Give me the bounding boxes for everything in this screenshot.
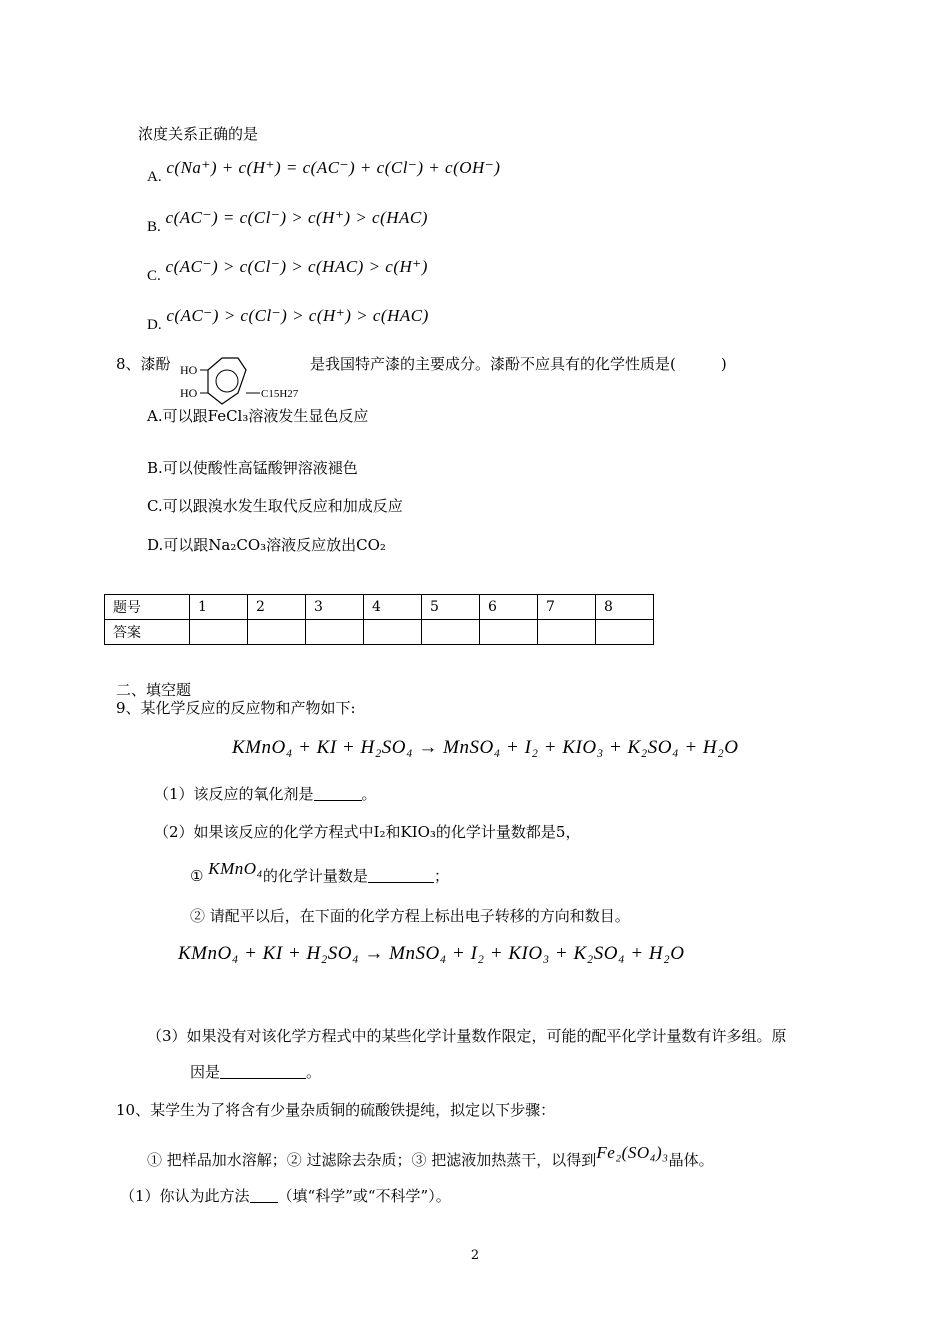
answer-cell[interactable] xyxy=(596,620,654,645)
answer-table xyxy=(104,594,654,645)
answer-cell[interactable] xyxy=(538,620,596,645)
table-cell: 8 xyxy=(596,595,654,620)
table-cell: 4 xyxy=(364,595,422,620)
q9-part3-end: 。 xyxy=(306,1063,322,1081)
table-cell: 5 xyxy=(422,595,480,620)
q10-steps-text: ① 把样品加水溶解；② 过滤除去杂质；③ 把滤液加热蒸干，以得到 xyxy=(147,1151,597,1169)
q8-stem: 是我国特产漆的主要成分。漆酚不应具有的化学性质是( ) xyxy=(310,355,727,373)
answer-cell[interactable] xyxy=(480,620,538,645)
option-label: D. xyxy=(147,317,162,333)
option-equation: c(AC⁻) > c(Cl⁻) > c(H⁺) > c(HAC) xyxy=(166,306,429,325)
q8-option-b: B.可以使酸性高锰酸钾溶液褪色 xyxy=(147,459,358,477)
q9-equation-2: KMnO₄ + KI + H₂SO₄ → MnSO₄ + I₂ + KIO₃ + K₂SO₄ + H₂O xyxy=(178,943,685,964)
fe2so43-formula: Fe₂(SO₄)₃ xyxy=(596,1143,669,1162)
q7-stem-tail: 浓度关系正确的是 xyxy=(138,125,259,143)
q9-part1-text: （1）该反应的氧化剂是 xyxy=(154,785,314,803)
page-number: 2 xyxy=(470,1248,480,1263)
q9-part2-1-text: 的化学计量数是 xyxy=(262,867,368,885)
q9-part3-line2 xyxy=(190,1062,321,1082)
q10-stem: 10、某学生为了将含有少量杂质铜的硫酸铁提纯，拟定以下步骤： xyxy=(116,1101,556,1119)
q10-part1-text: （1）你认为此方法 xyxy=(120,1187,250,1205)
option-label: C. xyxy=(147,268,161,284)
q8-option-d: D.可以跟Na₂CO₃溶液反应放出CO₂ xyxy=(147,536,386,554)
answer-cell[interactable] xyxy=(248,620,306,645)
q9-stem: 9、某化学反应的反应物和产物如下: xyxy=(116,699,356,717)
q7-option-a xyxy=(147,158,501,187)
table-cell: 1 xyxy=(190,595,248,620)
q10-steps xyxy=(147,1143,714,1170)
answer-cell[interactable] xyxy=(422,620,480,645)
option-equation: c(AC⁻) = c(Cl⁻) > c(H⁺) > c(HAC) xyxy=(165,208,428,227)
q7-option-c xyxy=(147,257,428,286)
q10-steps-end: 晶体。 xyxy=(668,1151,714,1169)
answer-blank[interactable] xyxy=(220,1062,306,1079)
q9-equation: KMnO₄ + KI + H₂SO₄ → MnSO₄ + I₂ + KIO₃ + K₂SO₄ + H₂O xyxy=(232,737,739,758)
q9-part2-1-end: ； xyxy=(433,867,449,885)
answer-blank[interactable] xyxy=(314,784,362,801)
table-cell: 7 xyxy=(538,595,596,620)
q10-part1-end: （填“科学”或“不科学”）。 xyxy=(277,1187,451,1205)
answer-cell[interactable] xyxy=(190,620,248,645)
q9-part3-text: 因是 xyxy=(190,1063,221,1081)
option-equation: c(AC⁻) > c(Cl⁻) > c(HAC) > c(H⁺) xyxy=(165,257,428,276)
q8-option-c: C.可以跟溴水发生取代反应和加成反应 xyxy=(147,497,403,515)
table-cell: 2 xyxy=(248,595,306,620)
q9-part2-2: ② 请配平以后，在下面的化学方程上标出电子转移的方向和数目。 xyxy=(190,907,630,925)
answer-cell[interactable] xyxy=(364,620,422,645)
table-header-cell: 题号 xyxy=(105,595,190,620)
q7-option-b xyxy=(147,208,428,237)
q8-option-a: A.可以跟FeCl₃溶液发生显色反应 xyxy=(147,407,369,425)
alkyl-chain: C15H27 xyxy=(261,388,299,400)
table-row xyxy=(105,595,654,620)
option-label: A. xyxy=(147,169,162,185)
q9-part2: （2）如果该反应的化学方程式中I₂和KIO₃的化学计量数都是5， xyxy=(154,823,581,841)
aromatic-circle xyxy=(216,370,238,392)
table-row xyxy=(105,620,654,645)
q10-part1 xyxy=(120,1186,451,1206)
option-label: B. xyxy=(147,219,161,235)
q7-option-d xyxy=(147,306,429,335)
q9-part3-line1: （3）如果没有对该化学方程式中的某些化学计量数作限定，可能的配平化学计量数有许多组。原 xyxy=(147,1027,787,1045)
table-cell: 6 xyxy=(480,595,538,620)
q9-part2-1 xyxy=(190,859,449,886)
table-cell: 3 xyxy=(306,595,364,620)
section-title: 二、填空题 xyxy=(116,681,192,699)
kmno4-formula: KMnO₄ xyxy=(208,859,263,878)
urushiol-structure-image xyxy=(178,352,308,408)
circled-one: ① xyxy=(190,867,204,885)
q9-part1 xyxy=(154,784,377,804)
option-equation: c(Na⁺) + c(H⁺) = c(AC⁻) + c(Cl⁻) + c(OH⁻) xyxy=(166,158,501,177)
benzene-ring xyxy=(208,358,246,404)
oh-group-1: HO xyxy=(180,363,198,377)
table-header-cell: 答案 xyxy=(105,620,190,645)
answer-blank[interactable] xyxy=(368,866,434,883)
q8-number: 8、漆酚 xyxy=(116,355,171,373)
answer-blank[interactable] xyxy=(250,1186,278,1203)
q9-part1-end: 。 xyxy=(361,785,377,803)
oh-group-2: HO xyxy=(180,386,198,400)
answer-cell[interactable] xyxy=(306,620,364,645)
